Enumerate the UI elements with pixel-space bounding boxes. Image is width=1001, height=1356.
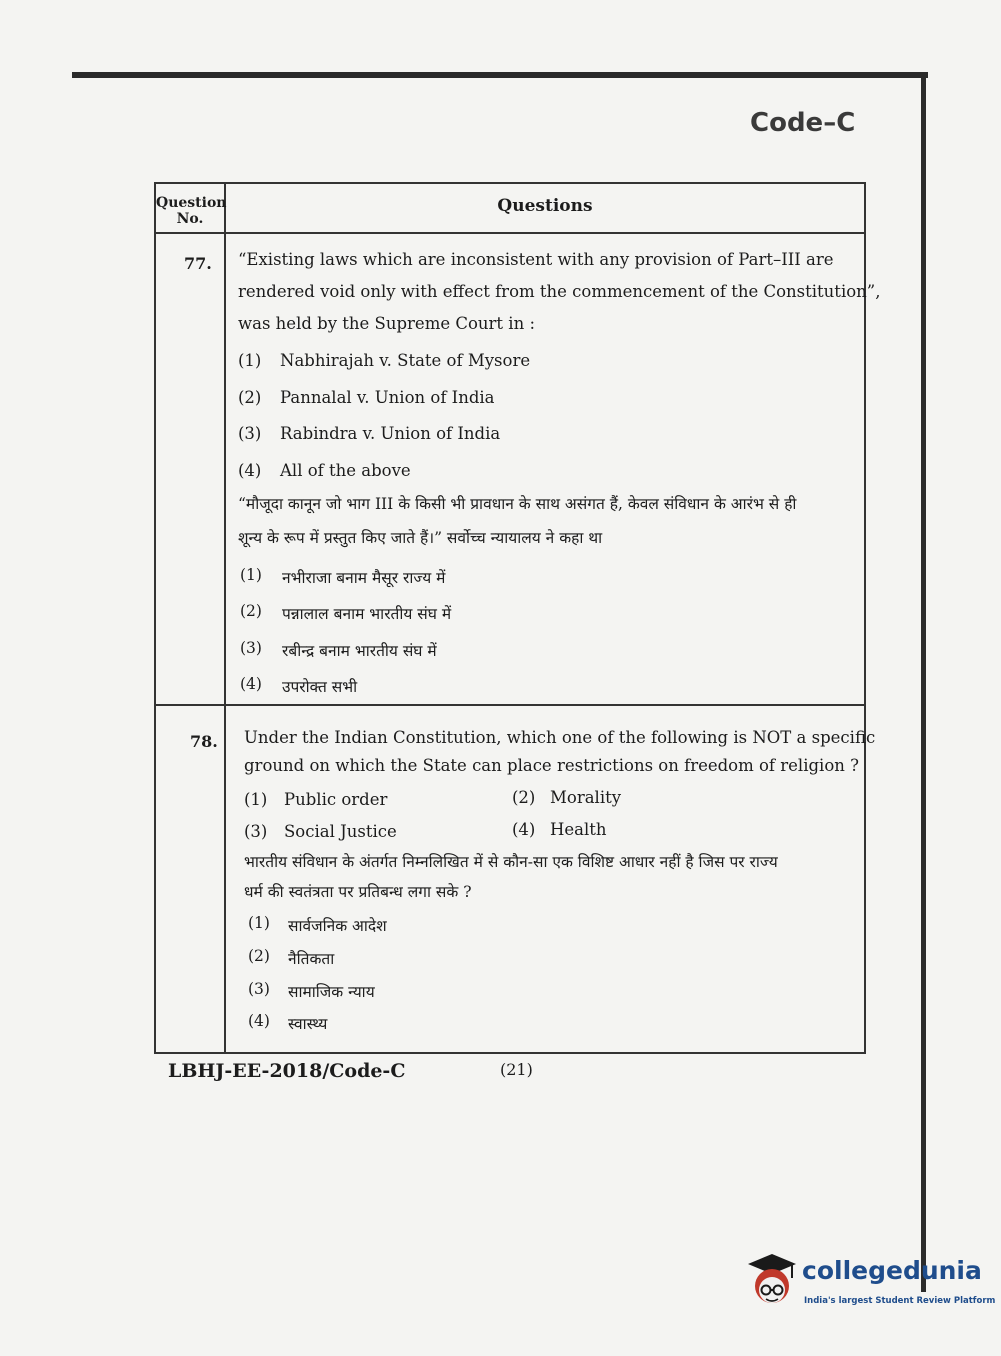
question-stem-line: Under the Indian Constitution, which one of the following is NOT a specific <box>244 728 876 747</box>
option-number: (4) <box>512 820 536 839</box>
hindi-option-text: नभीराजा बनाम मैसूर राज्य में <box>282 569 446 587</box>
header-question-no: Question No. <box>156 195 227 227</box>
hindi-option-number: (2) <box>248 947 270 965</box>
option-text: Public order <box>284 790 388 809</box>
option-number: (2) <box>512 788 536 807</box>
question-stem-line: “Existing laws which are inconsistent with any provision of Part–III are <box>238 250 834 269</box>
right-rule <box>921 72 926 1292</box>
question-stem-line: rendered void only with effect from the commencement of the Constitution”, <box>238 282 881 301</box>
footer-paper-code: LBHJ-EE-2018/Code-C <box>168 1060 406 1082</box>
hindi-stem-line: शून्य के रूप में प्रस्तुत किए जाते हैं।” सर्वोच्च न्यायालय ने कहा था <box>238 529 603 547</box>
hindi-option-text: स्वास्थ्य <box>288 1015 328 1033</box>
option-text: Rabindra v. Union of India <box>280 424 501 443</box>
logo-wordmark: collegedunia <box>802 1256 982 1285</box>
questions-table <box>154 182 881 1054</box>
top-rule <box>72 72 928 78</box>
option-text: Morality <box>550 788 622 807</box>
option-number: (3) <box>238 424 262 443</box>
hindi-option-text: सार्वजनिक आदेश <box>288 917 387 935</box>
question-stem-line: ground on which the State can place restrictions on freedom of religion ? <box>244 756 859 775</box>
hindi-option-text: रबीन्द्र बनाम भारतीय संघ में <box>282 642 437 660</box>
header-questions: Questions <box>497 196 593 216</box>
question-number: 77. <box>184 254 212 273</box>
option-text: Pannalal v. Union of India <box>280 388 495 407</box>
column-divider <box>224 184 226 1052</box>
hindi-option-text: सामाजिक न्याय <box>288 983 375 1001</box>
hindi-option-text: पन्नालाल बनाम भारतीय संघ में <box>282 605 452 623</box>
logo-tagline: India's largest Student Review Platform <box>804 1296 996 1306</box>
hindi-option-number: (1) <box>248 914 270 932</box>
hindi-option-number: (3) <box>240 639 262 657</box>
hindi-stem-line: भारतीय संविधान के अंतर्गत निम्नलिखित में से कौन-सा एक विशिष्ट आधार नहीं है जिस पर राज्य <box>244 853 778 871</box>
mascot-icon <box>744 1250 800 1314</box>
option-number: (3) <box>244 822 268 841</box>
question-number: 78. <box>190 732 218 751</box>
hindi-option-text: उपरोक्त सभी <box>282 678 358 696</box>
option-number: (4) <box>238 461 262 480</box>
option-number: (2) <box>238 388 262 407</box>
row-divider <box>156 704 864 706</box>
hindi-option-number: (4) <box>240 675 262 693</box>
hindi-stem-line: “मौजूदा कानून जो भाग III के किसी भी प्रावधान के साथ असंगत हैं, केवल संविधान के आरंभ से ही <box>238 495 797 513</box>
hindi-option-number: (4) <box>248 1012 270 1030</box>
page-number: (21) <box>500 1060 533 1079</box>
hindi-option-text: नैतिकता <box>288 950 335 968</box>
option-number: (1) <box>238 351 262 370</box>
option-text: Health <box>550 820 607 839</box>
table-header <box>156 184 864 234</box>
paper-code: Code–C <box>750 108 856 138</box>
hindi-option-number: (1) <box>240 566 262 584</box>
option-text: Social Justice <box>284 822 397 841</box>
option-text: Nabhirajah v. State of Mysore <box>280 351 531 370</box>
option-number: (1) <box>244 790 268 809</box>
collegedunia-logo <box>744 1250 996 1320</box>
question-stem-line: was held by the Supreme Court in : <box>238 314 535 333</box>
hindi-stem-line: धर्म की स्वतंत्रता पर प्रतिबन्ध लगा सके ? <box>244 883 472 901</box>
hindi-option-number: (3) <box>248 980 270 998</box>
hindi-option-number: (2) <box>240 602 262 620</box>
option-text: All of the above <box>280 461 411 480</box>
